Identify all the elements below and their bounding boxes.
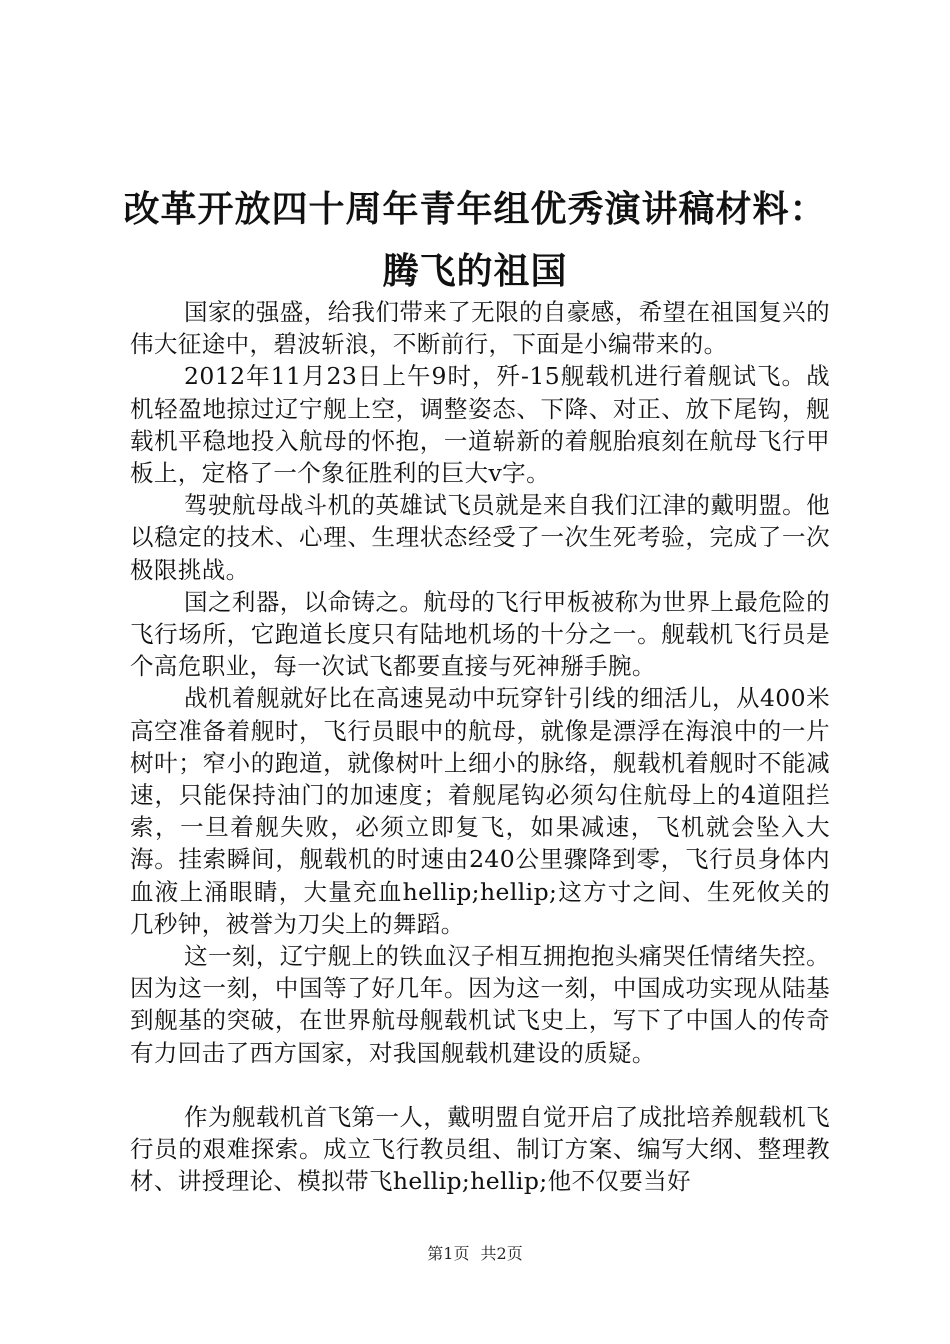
paragraph-pilot: 驾驶航母战斗机的英雄试飞员就是来自我们江津的戴明盟。他以稳定的技术、心理、生理状态经受了一次生死考验，完成了一次极限挑战。: [130, 491, 830, 584]
paragraph-training: 作为舰载机首飞第一人，戴明盟自觉开启了成批培养舰载机飞行员的艰难探索。成立飞行教员组、制订方案、编写大纲、整理教材、讲授理论、模拟带飞hellip;hellip;他不仅要当好: [130, 1102, 830, 1196]
paragraph-test-flight: 2012年11月23日上午9时，歼-15舰载机进行着舰试飞。战机轻盈地掠过辽宁舰上空，调整姿态、下降、对正、放下尾钩，舰载机平稳地投入航母的怀抱，一道崭新的着舰胎痕刻在航母飞行甲板上，定格了一个象征胜利的巨大v字。: [130, 362, 830, 488]
page-total: 共2页: [480, 1244, 523, 1263]
document-body: [130, 296, 830, 1197]
page-footer: [0, 1244, 950, 1264]
paragraph-danger: 国之利器，以命铸之。航母的飞行甲板被称为世界上最危险的飞行场所，它跑道长度只有陆地机场的十分之一。舰载机飞行员是个高危职业，每一次试飞都要直接与死神掰手腕。: [130, 587, 830, 681]
page-number: 第1页: [427, 1244, 470, 1263]
document-title: 改革开放四十周年青年组优秀演讲稿材料：腾飞的祖国: [123, 188, 827, 292]
paragraph-landing: 战机着舰就好比在高速晃动中玩穿针引线的细活儿，从400米高空准备着舰时，飞行员眼中的航母，就像是漂浮在海浪中的一片树叶；窄小的跑道，就像树叶上细小的脉络，舰载机着舰时不能减速，只能保持油门的加速度；着舰尾钩必须勾住航母上的4道阻拦索，一旦着舰失败，必须立即复飞，如果减速，飞机就会坠入大海。挂索瞬间，舰载机的时速由240公里骤降到零，飞行员身体内血液上涌眼睛，大量充血hellip;hellip;这方寸之间、生死攸关的几秒钟，被誉为刀尖上的舞蹈。: [130, 684, 830, 938]
paragraph-intro: 国家的强盛，给我们带来了无限的自豪感，希望在祖国复兴的伟大征途中，碧波斩浪，不断前行，下面是小编带来的。: [130, 298, 830, 359]
paragraph-moment: 这一刻，辽宁舰上的铁血汉子相互拥抱抱头痛哭任情绪失控。因为这一刻，中国等了好几年。因为这一刻，中国成功实现从陆基到舰基的突破，在世界航母舰载机试飞史上，写下了中国人的传奇有力回击了西方国家，对我国舰载机建设的质疑。: [130, 942, 830, 1067]
